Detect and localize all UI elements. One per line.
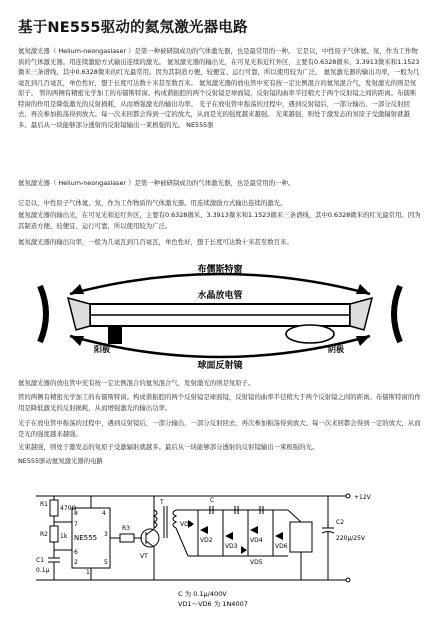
paragraph-7: 管的两侧有精密光学加工的布儒斯特窗。构成谐振腔的两个反射镜是球面镜，反射镜的曲率半径稍大于两个反射镜之间的距离。布儒斯特窗的作用是降低激光的反射损耗，从而增强激光的输出功率。 — [18, 393, 421, 412]
pin-2: 2 — [74, 559, 78, 566]
vd6-label: VD6 — [275, 543, 288, 550]
c-label: C — [210, 497, 215, 504]
pin-1: 1 — [86, 569, 90, 576]
vt-label: VT — [140, 553, 148, 560]
pin-4: 4 — [102, 510, 106, 517]
c1-label: C1 — [36, 557, 45, 564]
circuit-note-2: VD1～VD6 为 1N4007 — [178, 600, 248, 608]
cathode-label: 阴极 — [328, 345, 344, 354]
paragraph-9: 光束越强，则处于激发态的氖原子受激辐射就越多。最后从一块能够部分透射的反射镜输出一束极强的光。 — [18, 443, 319, 451]
pin-3: 3 — [104, 531, 108, 538]
paragraph-5: 氦氖激光器的输出功率，一般为几毫瓦到几百毫瓦，单色性好，想于长度可达数十米甚至数百米。 — [18, 238, 293, 246]
pin-6: 6 — [74, 549, 78, 556]
cathode — [286, 325, 334, 343]
pin-5: 5 — [104, 559, 108, 566]
transformer-label: T — [160, 499, 164, 506]
c2-label: C2 — [336, 519, 345, 526]
page-title: 基于NE555驱动的氦氖激光器电路 — [18, 20, 248, 36]
paragraph-6: 氦氖激光器的放电管中充有按一定比例混合的氦氖混合气，发射激光的则是氖原子。 — [18, 379, 255, 387]
paragraph-2: 氦氖激光器（ Helium-neongaslaser ）是第一种被研制成功的气体激光器，也是最常用的一种。 — [18, 179, 295, 187]
mirror-label: 球面反射镜 — [197, 361, 243, 371]
r1-value: 470Ω — [60, 505, 77, 512]
supply-label: +12V — [354, 494, 371, 501]
ne555-label: NE555 — [74, 534, 98, 542]
circuit-note-1: C 为 0.1μ/400V — [178, 590, 227, 598]
r1-label: R1 — [40, 501, 48, 508]
intro-paragraph: 氦氖激光器（ Helium-neongaslaser ）是第一种被研制成功的气体激光器，也是最常用的一种。 它是以，中性原子气体氦、氖，作为工作物质的气体激光器。用连续激励方式输出连续的激光。 氦氖激光器的输出光，在可见光和近红外区，主要有0.6328微米、3.3913微米和1.1523微米三条谱线，其中0.6328微米的红光最常用。因为其制造方便、较便宜、运行可靠，所以使用较为广泛。 氦氖激光器的输出功率，一般为几毫瓦到几百毫瓦，单色性好，想于长度可达数十米甚至数百米。 氦氖激光器的放电管中充有按一定比例混合的氦氖混合气，发射激光的则是氖原子。 管的两侧有精密光学加工的布儒斯特窗。构成谐振腔的两个反射镜是球面镜，反射镜的曲率半径稍大于两个反射镜之间的距离。布儒斯特窗的作用是降低激光的反射损耗，从而增强激光的输出功率。 光子在放电管中振荡的过程中，遇到反射镜后，一部分输出，一部分反射回去，再次参加振荡得到放大。每一次来回都会得到一定的放大，从而是光的强度越来越强。 光束越强，则处于激发态的氖原子受激辐射就越多。最后从一块能够部分透射的反射镜输出一束极强的光。 NE555驱 — [18, 47, 420, 129]
vd2-label: VD2 — [200, 537, 213, 544]
right-mirror — [394, 286, 400, 342]
circuit-caption: NE555驱动氦氖激光器的电路 — [18, 457, 103, 465]
vd5-label: VD5 — [250, 559, 263, 566]
laser-tube-symbol — [290, 522, 312, 552]
r2-label: R2 — [40, 531, 48, 538]
c2-value: 220μ/25V — [336, 535, 366, 542]
r2-value: 1k — [60, 533, 68, 540]
vd3-label: VD3 — [225, 543, 238, 550]
pin-7: 7 — [74, 521, 78, 528]
r3-label: R3 — [122, 525, 130, 532]
tube-label: 水晶放电管 — [197, 291, 243, 301]
left-mirror — [40, 286, 46, 342]
paragraph-3: 它是以，中性原子气体氦、氖，作为工作物质的气体激光器。用连续激励方式输出连续的激光。 — [18, 199, 287, 207]
laser-structure-figure — [30, 256, 410, 374]
c1-value: 0.1μ — [36, 567, 50, 574]
vd1-label: VD1 — [180, 521, 193, 528]
anode — [108, 326, 122, 344]
brewster-window-label: 布儒斯特窗 — [197, 265, 243, 275]
paragraph-4: 氦氖激光器的输出光，在可见光和近红外区，主要有0.6328微米、3.3913微米和1.1523微米三条谱线，其中0.6328微米的红光最常用。因为其制造方便、较便宜、运行可靠，所以使用较为广泛。 — [18, 211, 421, 230]
anode-label: 阳极 — [94, 345, 110, 354]
pin-8: 8 — [74, 510, 78, 517]
vd4-label: VD4 — [250, 537, 263, 544]
brewster-window-right — [350, 298, 372, 330]
paragraph-8: 光子在放电管中振荡的过程中，遇到反射镜后，一部分输出，一部分反射回去，再次参加振荡得到放大。每一次来回都会得到一定的放大，从而是光的强度越来越强。 — [18, 419, 421, 438]
brewster-window-left — [68, 298, 90, 330]
ne555-circuit-diagram — [28, 478, 420, 616]
